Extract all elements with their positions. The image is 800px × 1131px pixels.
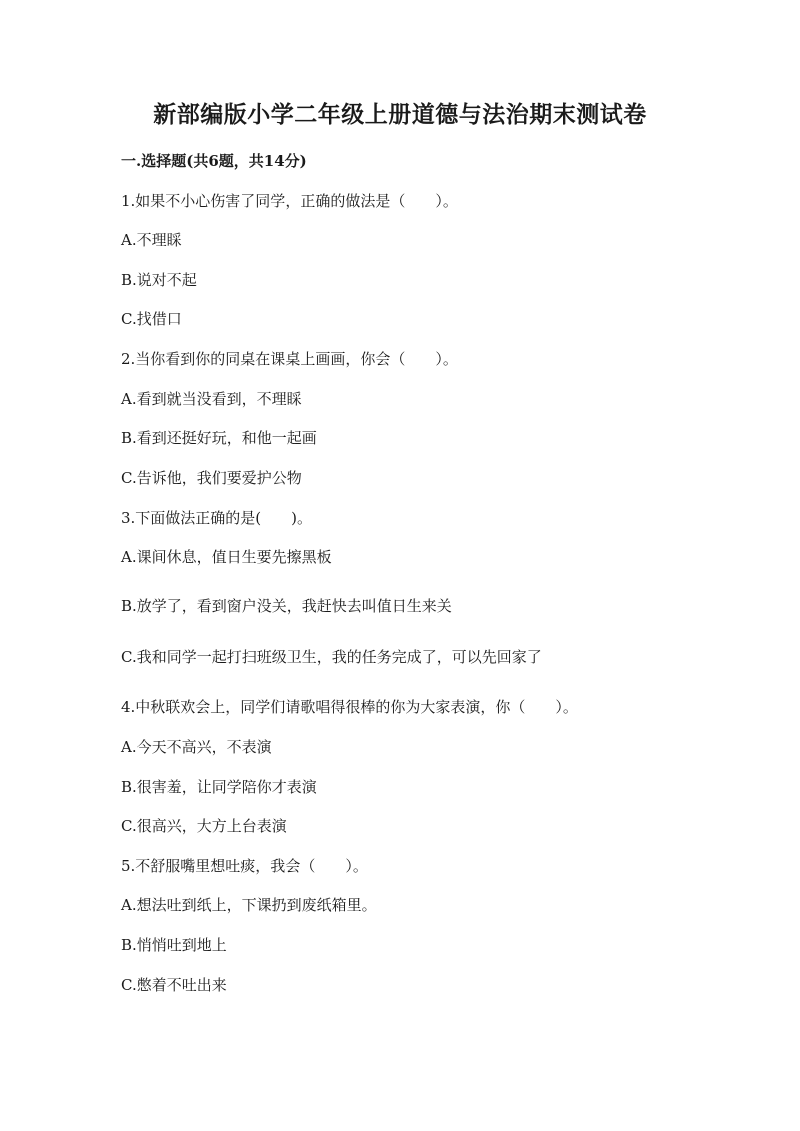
question-option: B.悄悄吐到地上 [121, 936, 227, 954]
page-title: 新部编版小学二年级上册道德与法治期末测试卷 [153, 101, 647, 128]
section-heading: 一.选择题(共6题，共14分) [121, 152, 307, 170]
question-stem: 5.不舒服嘴里想吐痰，我会（ ）。 [121, 857, 368, 875]
question-option: B.放学了，看到窗户没关，我赶快去叫值日生来关 [121, 597, 452, 615]
question-option: A.看到就当没看到，不理睬 [121, 390, 302, 408]
question-stem: 2.当你看到你的同桌在课桌上画画，你会（ ）。 [121, 350, 458, 368]
question-option: C.很高兴，大方上台表演 [121, 817, 287, 835]
question-option: C.憋着不吐出来 [121, 976, 227, 994]
question-option: B.说对不起 [121, 271, 197, 289]
question-option: C.告诉他，我们要爱护公物 [121, 469, 302, 487]
question-stem: 1.如果不小心伤害了同学，正确的做法是（ ）。 [121, 192, 458, 210]
question-option: B.很害羞，让同学陪你才表演 [121, 778, 317, 796]
question-stem: 4.中秋联欢会上，同学们请歌唱得很棒的你为大家表演，你（ ）。 [121, 698, 578, 716]
question-option: A.想法吐到纸上，下课扔到废纸箱里。 [121, 896, 377, 914]
question-option: C.我和同学一起打扫班级卫生，我的任务完成了，可以先回家了 [121, 648, 542, 666]
question-option: C.找借口 [121, 310, 182, 328]
question-option: B.看到还挺好玩，和他一起画 [121, 429, 317, 447]
question-stem: 3.下面做法正确的是( )。 [121, 509, 313, 527]
question-option: A.课间休息，值日生要先擦黑板 [121, 548, 332, 566]
question-option: A.今天不高兴，不表演 [121, 738, 272, 756]
question-option: A.不理睬 [121, 231, 182, 249]
